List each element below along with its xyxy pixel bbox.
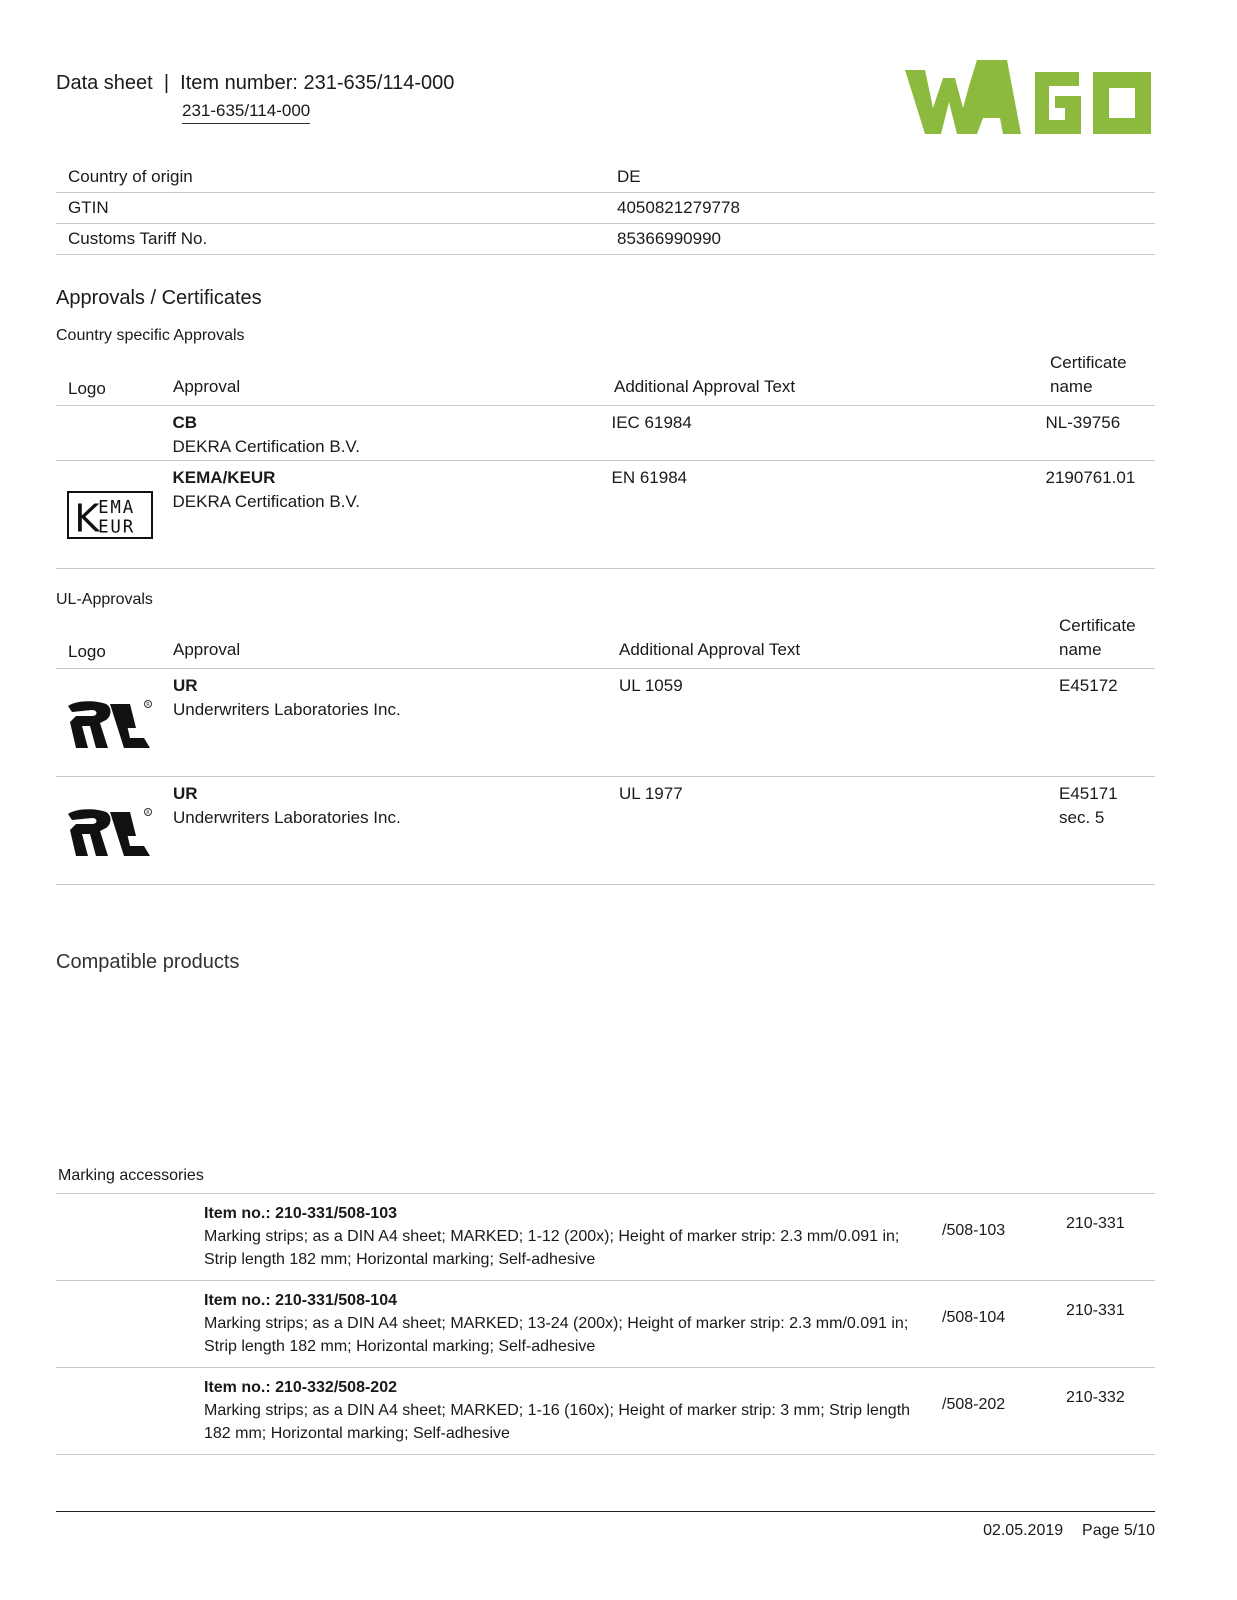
table-header [56, 617, 1155, 669]
page-footer [983, 1522, 1155, 1540]
marking-accessories-heading: Marking accessories [58, 1167, 204, 1184]
ul-recognized-icon [66, 806, 154, 860]
marking-accessories-list [56, 1193, 1155, 1455]
approval-name: UR [173, 784, 198, 803]
col-logo: Logo [68, 642, 106, 661]
list-item[interactable] [56, 1368, 1155, 1455]
certificate-name: E45171 sec. 5 [1059, 784, 1118, 827]
table-row [56, 193, 1155, 224]
col-additional: Additional Approval Text [614, 377, 796, 396]
item-code[interactable]: 210-331 [1066, 1302, 1125, 1319]
col-logo: Logo [68, 379, 106, 398]
svg-text:K: K [74, 496, 100, 542]
item-code[interactable]: 210-331 [1066, 1215, 1125, 1232]
logo-cell [56, 411, 173, 460]
additional-text: UL 1059 [619, 676, 683, 695]
item-number: Item no.: 210-331/508-103 [204, 1205, 397, 1222]
col-certificate: Certificate name [1059, 616, 1136, 659]
document-title: Data sheet | Item number: 231-635/114-000 [56, 72, 455, 94]
table-row [56, 669, 1155, 777]
row-key: Country of origin [68, 167, 193, 186]
svg-text:EMA: EMA [98, 498, 136, 519]
svg-text:EUR: EUR [98, 517, 136, 538]
approval-org: Underwriters Laboratories Inc. [173, 700, 401, 719]
item-description: Marking strips; as a DIN A4 sheet; MARKED; 13-24 (200x); Height of marker strip: 2.3 mm/0.091 in; Strip length 182 mm; Horizontal marking; Self-adhesive [204, 1315, 909, 1355]
table-header [56, 354, 1155, 406]
certificate-name: E45172 [1059, 676, 1118, 695]
row-value: 85366990990 [617, 229, 722, 248]
kema-keur-icon [67, 491, 153, 542]
table-row [56, 461, 1155, 569]
item-number-link[interactable]: 231-635/114-000 [182, 101, 310, 124]
commercial-table [56, 162, 1155, 255]
ul-recognized-icon [66, 698, 154, 752]
approval-name: KEMA/KEUR [172, 468, 276, 487]
logo-cell [56, 674, 173, 776]
list-item[interactable] [56, 1194, 1155, 1281]
col-certificate: Certificate name [1050, 353, 1127, 396]
additional-text: EN 61984 [611, 468, 688, 487]
wago-logo [903, 56, 1155, 144]
row-value: 4050821279778 [617, 198, 740, 217]
svg-text:R: R [146, 702, 150, 708]
footer-divider [56, 1511, 1155, 1512]
certificate-name: 2190761.01 [1045, 468, 1136, 487]
country-approvals-table [56, 354, 1155, 569]
approval-name: CB [172, 413, 198, 432]
svg-text:R: R [146, 810, 150, 816]
footer-date: 02.05.2019 [983, 1522, 1064, 1539]
item-description: Marking strips; as a DIN A4 sheet; MARKED; 1-12 (200x); Height of marker strip: 2.3 mm/0.091 in; Strip length 182 mm; Horizontal marking; Self-adhesive [204, 1228, 900, 1268]
ul-approvals-heading: UL-Approvals [56, 591, 153, 608]
logo-cell [56, 466, 173, 568]
clipped-item-suffix: /508-202 [942, 1396, 1006, 1413]
row-key: GTIN [68, 198, 109, 217]
item-number: Item no.: 210-331/508-104 [204, 1292, 397, 1309]
ul-approvals-table [56, 617, 1155, 885]
compatible-products-heading: Compatible products [56, 951, 240, 973]
country-approvals-heading: Country specific Approvals [56, 327, 245, 344]
approval-org: DEKRA Certification B.V. [172, 492, 360, 511]
clipped-item-suffix: /508-104 [942, 1309, 1006, 1326]
item-code[interactable]: 210-332 [1066, 1389, 1125, 1406]
approval-org: DEKRA Certification B.V. [172, 437, 360, 456]
item-number: Item no.: 210-332/508-202 [204, 1379, 397, 1396]
row-key: Customs Tariff No. [68, 229, 208, 248]
table-row [56, 777, 1155, 885]
additional-text: IEC 61984 [611, 413, 692, 432]
additional-text: UL 1977 [619, 784, 683, 803]
table-row [56, 224, 1155, 255]
clipped-item-suffix: /508-103 [942, 1222, 1006, 1239]
row-value: DE [617, 167, 641, 186]
footer-page-number: Page 5/10 [1082, 1522, 1155, 1539]
item-description: Marking strips; as a DIN A4 sheet; MARKED; 1-16 (160x); Height of marker strip: 3 mm; Strip length 182 mm; Horizontal marking; Self-adhesive [204, 1402, 911, 1442]
logo-cell [56, 782, 173, 884]
col-additional: Additional Approval Text [619, 640, 801, 659]
approval-org: Underwriters Laboratories Inc. [173, 808, 401, 827]
approval-name: UR [173, 676, 198, 695]
certificate-name: NL-39756 [1045, 413, 1121, 432]
col-approval: Approval [173, 377, 241, 396]
approvals-heading: Approvals / Certificates [56, 287, 262, 309]
col-approval: Approval [173, 640, 241, 659]
table-row [56, 162, 1155, 193]
list-item[interactable] [56, 1281, 1155, 1368]
table-row [56, 406, 1155, 461]
